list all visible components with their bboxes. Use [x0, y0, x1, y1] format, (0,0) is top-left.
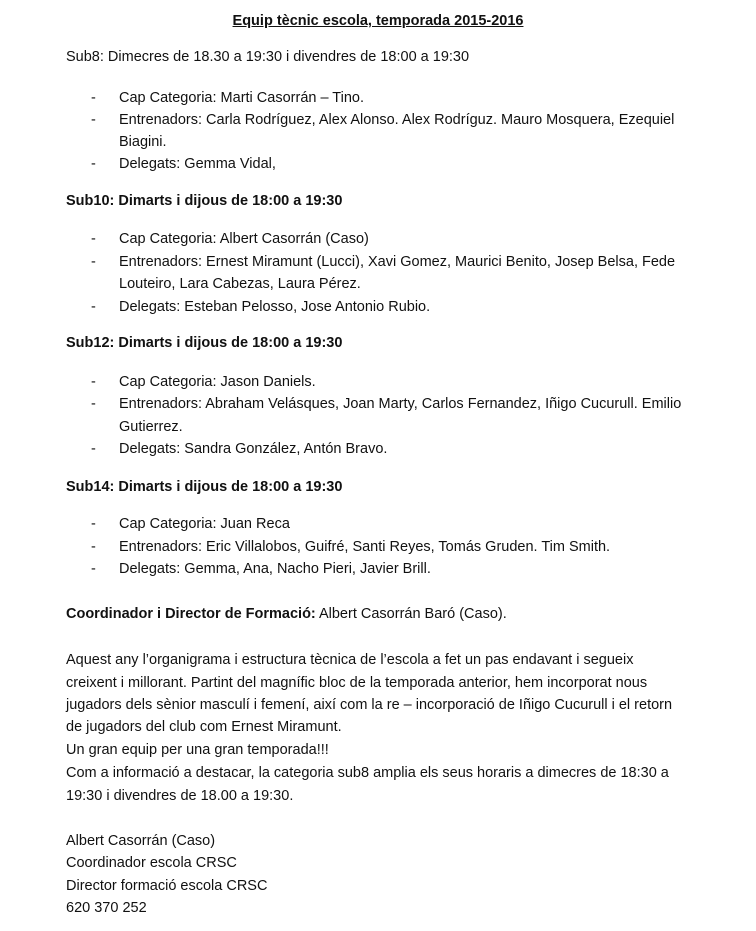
- section-heading-sub14: Sub14: Dimarts i dijous de 18:00 a 19:30: [66, 479, 343, 495]
- paragraph-line: Aquest any l’organigrama i estructura tècnica de l’escola a fet un pas endavant i segueix: [66, 652, 634, 668]
- list-item-text: Cap Categoria: Juan Reca: [119, 516, 290, 532]
- paragraph-line: creixent i millorant. Partint del magnífic bloc de la temporada anterior, hem incorporat nous: [66, 675, 648, 691]
- signature-role: Coordinador escola CRSC: [66, 855, 237, 871]
- list-item-text: Delegats: Sandra González, Antón Bravo.: [119, 441, 388, 457]
- signature-role: Director formació escola CRSC: [66, 878, 268, 894]
- section-heading-sub12: Sub12: Dimarts i dijous de 18:00 a 19:30: [66, 335, 343, 351]
- bullet-dash: -: [91, 561, 96, 577]
- paragraph-line: Com a informació a destacar, la categoria sub8 amplia els seus horaris a dimecres de 18:30 a: [66, 765, 669, 781]
- signature-phone: 620 370 252: [66, 900, 147, 916]
- list-item-continuation: Gutierrez.: [119, 419, 183, 435]
- bullet-dash: -: [91, 156, 96, 172]
- bullet-dash: -: [91, 396, 96, 412]
- coordinator-value: Albert Casorrán Baró (Caso).: [315, 606, 507, 622]
- list-item-continuation: Biagini.: [119, 134, 167, 150]
- section-heading-sub8: Sub8: Dimecres de 18.30 a 19:30 i divendres de 18:00 a 19:30: [66, 49, 470, 65]
- list-item-continuation: Louteiro, Lara Cabezas, Laura Pérez.: [119, 276, 361, 292]
- coordinator-label: Coordinador i Director de Formació:: [66, 606, 316, 622]
- bullet-dash: -: [91, 254, 96, 270]
- bullet-dash: -: [91, 441, 96, 457]
- list-item-text: Entrenadors: Ernest Miramunt (Lucci), Xavi Gomez, Maurici Benito, Josep Belsa, Fede: [119, 254, 676, 270]
- list-item-text: Entrenadors: Carla Rodríguez, Alex Alonso. Alex Rodríguz. Mauro Mosquera, Ezequiel: [119, 112, 675, 128]
- bullet-dash: -: [91, 90, 96, 106]
- bullet-dash: -: [91, 539, 96, 555]
- paragraph-line: Un gran equip per una gran temporada!!!: [66, 742, 329, 758]
- list-item-text: Entrenadors: Abraham Velásques, Joan Marty, Carlos Fernandez, Iñigo Cucurull. Emilio: [119, 396, 682, 412]
- document-title: Equip tècnic escola, temporada 2015-2016: [232, 13, 524, 29]
- list-item-text: Delegats: Gemma, Ana, Nacho Pieri, Javier Brill.: [119, 561, 431, 577]
- bullet-dash: -: [91, 112, 96, 128]
- list-item-text: Cap Categoria: Marti Casorrán – Tino.: [119, 90, 364, 106]
- list-item-text: Cap Categoria: Jason Daniels.: [119, 374, 316, 390]
- list-item-text: Delegats: Gemma Vidal,: [119, 156, 276, 172]
- paragraph-line: jugadors dels sènior masculí i femení, així com la re – incorporació de Iñigo Cucurull i el retorn: [66, 697, 673, 713]
- coordinator-line: [66, 604, 507, 624]
- signature-name: Albert Casorrán (Caso): [66, 833, 216, 849]
- bullet-dash: -: [91, 516, 96, 532]
- bullet-dash: -: [91, 299, 96, 315]
- list-item-text: Delegats: Esteban Pelosso, Jose Antonio Rubio.: [119, 299, 431, 315]
- bullet-dash: -: [91, 374, 96, 390]
- list-item-text: Entrenadors: Eric Villalobos, Guifré, Santi Reyes, Tomás Gruden. Tim Smith.: [119, 539, 611, 555]
- section-heading-sub10: Sub10: Dimarts i dijous de 18:00 a 19:30: [66, 193, 343, 209]
- paragraph-line: de jugadors del club com Ernest Miramunt.: [66, 719, 342, 735]
- bullet-dash: -: [91, 231, 96, 247]
- paragraph-line: 19:30 i divendres de 18.00 a 19:30.: [66, 788, 294, 804]
- list-item-text: Cap Categoria: Albert Casorrán (Caso): [119, 231, 369, 247]
